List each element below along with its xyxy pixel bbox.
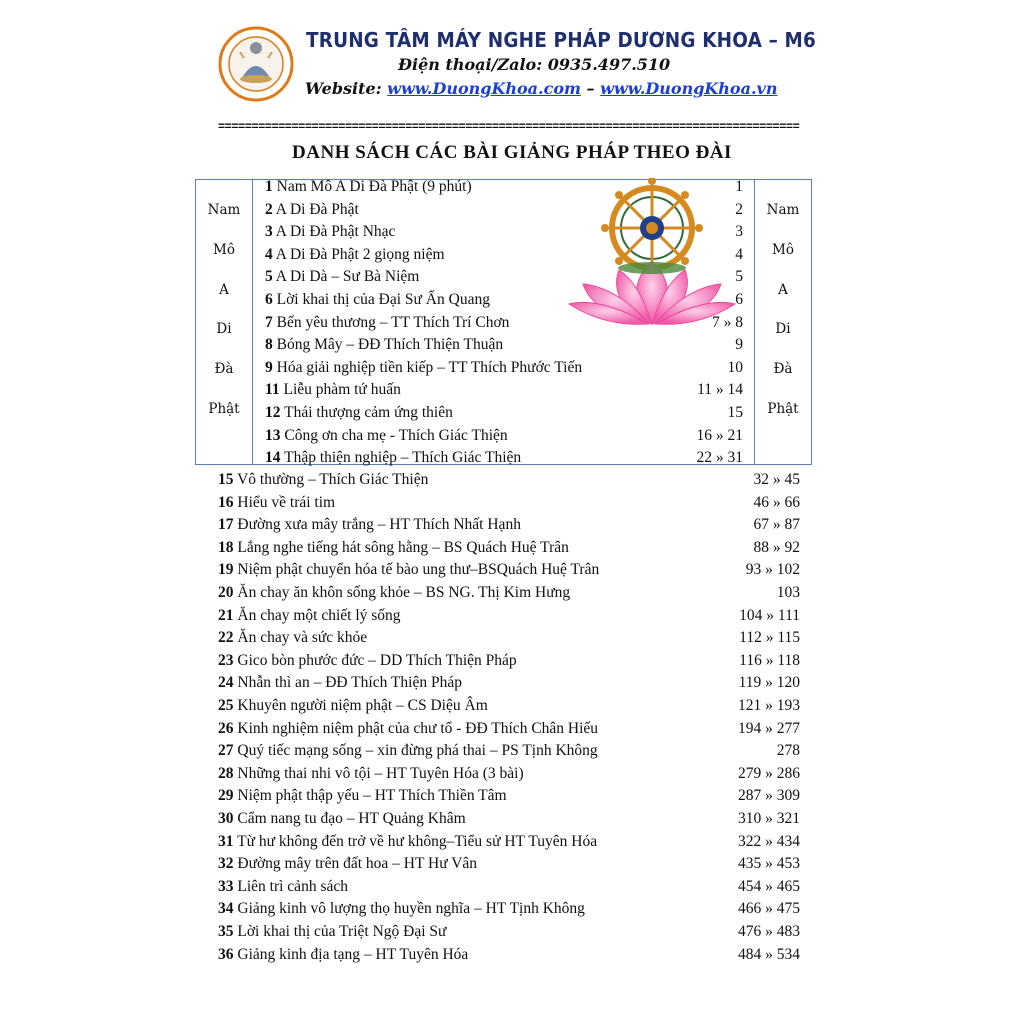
separator-line: ======================================================================================= [218,120,800,134]
item-number: 6 [265,291,273,308]
list-item [265,380,401,400]
item-title: Niệm phật thập yếu – HT Thích Thiền Tâm [233,787,507,805]
side-word: Nam [207,202,241,218]
item-number: 16 [218,493,234,511]
list-item [265,358,582,378]
list-item [218,786,507,806]
item-title: Ăn chay ăn khôn sống khỏe – BS NG. Thị Kim Hưng [233,584,571,601]
item-number: 13 [265,426,281,444]
item-pages: 11 » 14 [697,381,743,399]
list-item [218,877,348,897]
side-word: Đà [773,361,793,377]
item-number: 27 [218,742,234,760]
item-title: Ăn chay và sức khỏe [233,629,368,647]
item-pages: 88 » 92 [753,538,800,556]
list-item [218,696,488,716]
page-header [0,0,1024,120]
header-website [305,79,777,98]
item-pages: 1 [735,178,743,195]
list-item [218,515,521,535]
item-title: Những thai nhi vô tội – HT Tuyên Hóa (3 bài) [233,764,524,782]
item-title: Nam Mô A Di Đà Phật (9 phút) [272,178,472,195]
item-pages: 67 » 87 [753,516,800,534]
list-item [218,899,585,919]
list-item [218,470,428,490]
item-title: A Di Đà Phật 2 giọng niệm [272,245,445,263]
list-item [218,764,524,784]
item-pages: 9 [735,336,743,354]
item-number: 24 [218,674,234,692]
item-title: Liên trì cảnh sách [233,877,348,895]
item-number: 9 [265,358,273,376]
item-pages: 322 » 434 [738,832,800,850]
item-number: 25 [218,697,234,714]
item-title: A Di Đà Phật Nhạc [272,223,396,241]
side-word: Di [216,321,232,337]
item-number: 11 [265,381,280,399]
item-pages: 16 » 21 [696,426,743,444]
item-number: 28 [218,764,234,782]
header-title: TRUNG TÂM MÁY NGHE PHÁP DƯƠNG KHOA – M6 [306,28,817,52]
item-number: 15 [218,471,234,488]
item-number: 19 [218,561,234,579]
list-item [218,560,599,580]
item-pages: 5 [735,268,743,286]
item-title: A Di Dà – Sư Bà Niệm [272,268,420,286]
website-link-vn[interactable]: www.DuongKhoa.vn [600,79,778,98]
item-pages: 116 » 118 [739,651,800,669]
item-pages: 194 » 277 [738,719,800,737]
item-pages: 103 [776,584,800,601]
item-number: 12 [265,404,281,421]
item-number: 36 [218,945,234,963]
side-box-right [754,179,812,465]
list-item [218,673,462,693]
item-number: 29 [218,787,234,805]
list-item [218,741,598,761]
item-title: Lời khai thị của Đại Sư Ấn Quang [272,291,490,308]
list-item [265,222,395,242]
website-label: Website: [305,79,382,98]
list-item [265,313,509,333]
item-number: 5 [265,268,273,286]
item-title: Liễu phàm tứ huấn [279,381,401,399]
item-title: Giảng kinh vô lượng thọ huyền nghĩa – HT Tịnh Không [233,900,585,918]
item-title: A Di Đà Phật [272,200,359,218]
list-item [218,922,446,942]
list-item [265,177,472,197]
item-pages: 22 » 31 [696,449,743,467]
item-number: 3 [265,223,273,241]
side-word: Nam [766,202,800,218]
item-number: 22 [218,629,234,647]
list-item [218,583,570,603]
list-item [265,245,445,265]
item-pages: 4 [735,245,743,263]
side-box-left [195,179,253,465]
item-pages: 119 » 120 [738,674,800,692]
item-number: 1 [265,178,273,195]
item-title: Đường xưa mây trắng – HT Thích Nhất Hạnh [233,516,521,534]
list-item [218,651,517,671]
list-item [265,200,359,220]
list-item [265,403,453,423]
item-pages: 466 » 475 [738,900,800,918]
list-item [218,493,335,513]
list-item [218,854,477,874]
item-pages: 32 » 45 [753,471,800,488]
item-pages: 121 » 193 [738,697,800,714]
side-word: A [219,282,229,298]
item-number: 26 [218,719,234,737]
item-number: 31 [218,832,234,850]
item-number: 21 [218,606,234,624]
list-item [218,538,569,558]
item-number: 8 [265,336,273,354]
item-pages: 10 [727,358,743,376]
item-pages: 310 » 321 [738,810,800,827]
item-pages: 7 » 8 [712,313,743,331]
side-word: A [778,282,788,298]
list-item [218,832,597,852]
item-number: 17 [218,516,234,534]
item-number: 35 [218,923,234,940]
item-title: Kinh nghiệm niệm phật của chư tổ - ĐĐ Thích Chân Hiếu [233,719,599,737]
list-item [218,606,401,626]
list-item [218,809,466,829]
item-number: 34 [218,900,234,918]
item-pages: 287 » 309 [738,787,800,805]
item-number: 32 [218,855,234,873]
item-title: Bóng Mây – ĐĐ Thích Thiện Thuận [272,336,504,354]
list-item [218,719,598,739]
club-logo-icon [218,26,294,102]
item-pages: 279 » 286 [738,764,800,782]
document-title: DANH SÁCH CÁC BÀI GIẢNG PHÁP THEO ĐÀI [292,142,732,163]
side-word: Phật [767,401,799,417]
list-item [265,448,521,468]
item-title: Công ơn cha mẹ - Thích Giác Thiện [280,426,508,444]
item-pages: 2 [735,200,743,218]
item-title: Thái thượng cảm ứng thiên [280,404,453,421]
item-pages: 454 » 465 [738,877,800,895]
item-pages: 112 » 115 [739,629,800,647]
item-number: 20 [218,584,234,601]
item-pages: 435 » 453 [738,855,800,873]
website-link-com[interactable]: www.DuongKhoa.com [387,79,581,98]
list-item [218,945,468,965]
item-number: 2 [265,200,273,218]
list-item [265,426,508,446]
item-title: Bến yêu thương – TT Thích Trí Chơn [272,313,510,331]
item-title: Khuyên người niệm phật – CS Diệu Âm [233,697,488,714]
item-title: Hóa giải nghiệp tiền kiếp – TT Thích Phước Tiến [272,358,583,376]
item-number: 7 [265,313,273,331]
item-title: Nhẫn thì an – ĐĐ Thích Thiện Pháp [233,674,462,692]
item-number: 14 [265,449,281,467]
side-word: Di [775,321,791,337]
item-title: Lời khai thị của Triệt Ngộ Đại Sư [233,923,447,940]
item-number: 4 [265,245,273,263]
item-pages: 3 [735,223,743,241]
item-title: Cẩm nang tu đạo – HT Quảng Khâm [233,810,466,827]
website-separator: – [586,79,595,98]
item-pages: 6 [735,291,743,308]
item-title: Hiểu về trái tim [233,493,336,511]
item-pages: 278 [776,742,800,760]
item-pages: 476 » 483 [738,923,800,940]
item-number: 33 [218,877,234,895]
item-pages: 104 » 111 [739,606,800,624]
item-title: Thập thiện nghiệp – Thích Giác Thiện [280,449,522,467]
item-title: Đường mây trên đất hoa – HT Hư Vân [233,855,478,873]
item-pages: 93 » 102 [745,561,800,579]
item-number: 23 [218,651,234,669]
list-item [265,267,419,287]
item-number: 30 [218,810,234,827]
item-pages: 46 » 66 [753,493,800,511]
list-item [218,628,367,648]
side-word: Mô [772,242,794,258]
item-title: Niệm phật chuyển hóa tế bào ung thư–BSQuách Huệ Trân [233,561,600,579]
item-number: 18 [218,538,234,556]
list-item [265,335,503,355]
item-pages: 484 » 534 [738,945,800,963]
item-title: Giảng kinh địa tạng – HT Tuyên Hóa [233,945,469,963]
item-title: Ăn chay một chiết lý sống [233,606,401,624]
side-word: Mô [213,242,235,258]
item-pages: 15 [727,404,743,421]
item-title: Lắng nghe tiếng hát sông hằng – BS Quách Huệ Trân [233,538,569,556]
item-title: Quý tiếc mạng sống – xin đừng phá thai – PS Tịnh Không [233,742,598,760]
header-phone: Điện thoại/Zalo: 0935.497.510 [398,55,671,74]
item-title: Từ hư không đến trở về hư không–Tiểu sử HT Tuyên Hóa [233,832,598,850]
side-word: Đà [214,361,234,377]
item-title: Gico bòn phước đức – DD Thích Thiện Pháp [233,651,517,669]
side-word: Phật [208,401,240,417]
list-item [265,290,490,310]
item-title: Vô thường – Thích Giác Thiện [233,471,429,488]
